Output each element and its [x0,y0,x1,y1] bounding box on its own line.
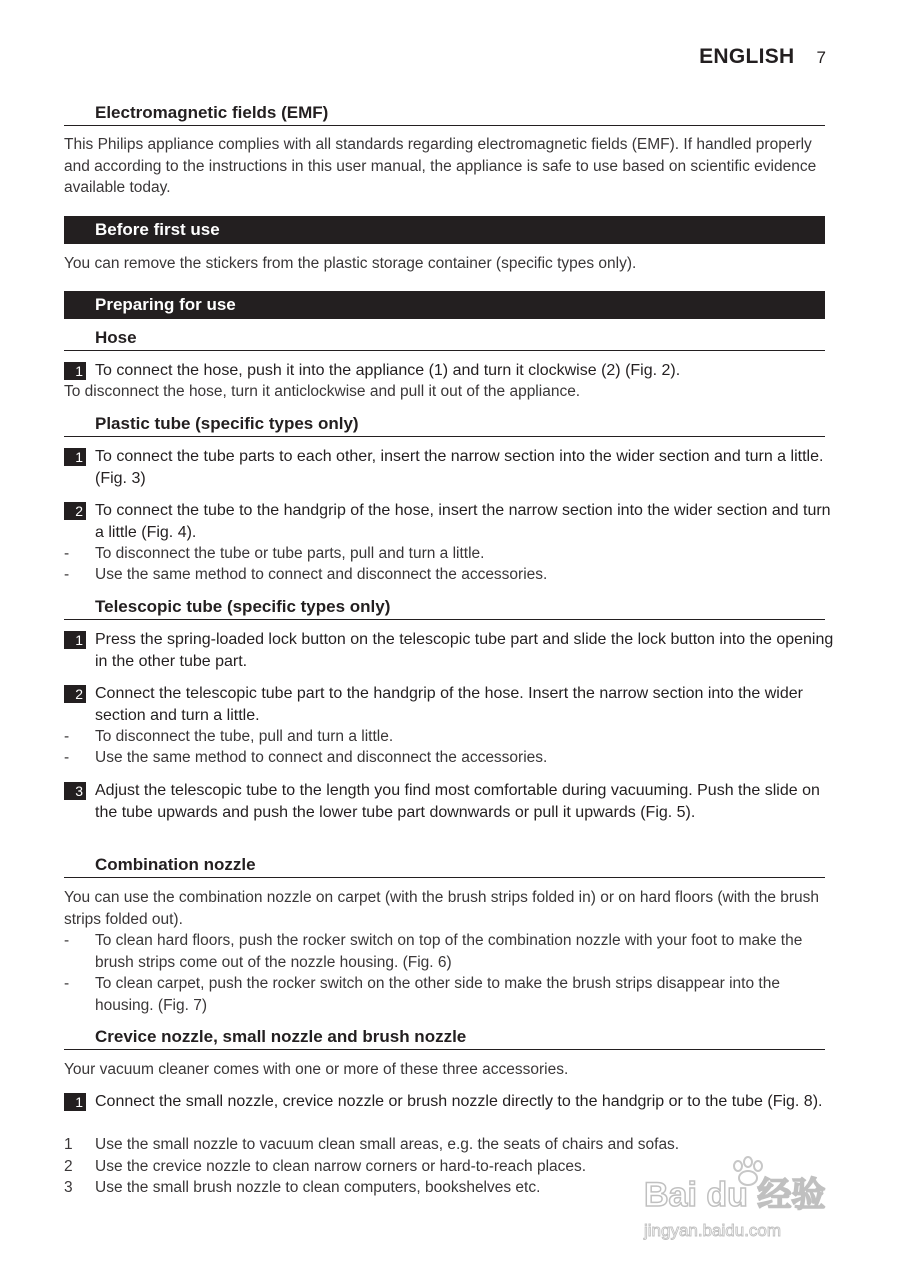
step-text: To connect the tube to the handgrip of the hose, insert the narrow section into the wider section and turn a little (Fig. 4). [95,502,831,541]
item-text: Use the crevice nozzle to clean narrow corners or hard-to-reach places. [95,1158,587,1175]
preparing-heading [64,291,825,319]
page-number: 7 [816,48,826,67]
step-text: Connect the telescopic tube part to the handgrip of the hose. Insert the narrow section into the wider section and turn a little. [95,685,803,724]
combination-nozzle-heading [64,852,825,878]
crevice-heading [64,1024,825,1050]
plastic-tube-heading [64,411,825,437]
baidu-paw-logo-icon [640,1148,855,1248]
step-number: 2 [64,685,86,703]
step-number: 2 [64,502,86,520]
step-number: 1 [64,448,86,466]
step-text: To connect the hose, push it into the appliance (1) and turn it clockwise (2) (Fig. 2). [95,362,681,379]
hose-heading [64,325,825,351]
bullet-text: To clean hard floors, push the rocker switch on top of the combination nozzle with your foot to make the brush strips come out of the nozzle housing. (Fig. 6) [95,932,803,971]
plastic-tube-heading-text: Plastic tube (specific types only) [95,414,359,433]
step-text: To connect the tube parts to each other, insert the narrow section into the wider section and turn a little. (Fig. 3) [95,448,824,487]
hose-note: To disconnect the hose, turn it anticlockwise and pull it out of the appliance. [64,383,581,400]
item-text: Use the small nozzle to vacuum clean small areas, e.g. the seats of chairs and sofas. [95,1136,680,1153]
crevice-heading-text: Crevice nozzle, small nozzle and brush nozzle [95,1027,467,1046]
bullet-mark: - [64,932,70,949]
bullet-text: Use the same method to connect and disconnect the accessories. [95,566,548,583]
preparing-heading-text: Preparing for use [95,295,236,314]
telescopic-tube-heading [64,594,825,620]
telescopic-tube-heading-text: Telescopic tube (specific types only) [95,597,391,616]
step-number: 1 [64,1093,86,1111]
item-number: 2 [64,1158,73,1175]
step-text: Adjust the telescopic tube to the length you find most comfortable during vacuuming. Push the slide on the tube upwards and push the lower tube part downwards or pull it upwards (Fig. 5). [95,782,820,821]
page-header [699,45,826,69]
step-number: 1 [64,631,86,649]
bullet-mark: - [64,545,70,562]
watermark-url: jingyan.baidu.com [644,1221,782,1240]
emf-heading-text: Electromagnetic fields (EMF) [95,103,329,122]
language-label: ENGLISH [699,45,795,68]
item-number: 1 [64,1136,73,1153]
bullet-text: To disconnect the tube or tube parts, pull and turn a little. [95,545,485,562]
emf-heading [64,100,825,126]
watermark-logo-text: Bai du 经验 [644,1176,826,1214]
step-text: Connect the small nozzle, crevice nozzle or brush nozzle directly to the handgrip or to the tube (Fig. 8). [95,1093,823,1110]
bullet-text: To clean carpet, push the rocker switch on the other side to make the brush strips disappear into the housing. (Fig. 7) [95,975,780,1014]
bullet-mark: - [64,975,70,992]
crevice-text: Your vacuum cleaner comes with one or more of these three accessories. [64,1061,569,1078]
step-text: Press the spring-loaded lock button on the telescopic tube part and slide the lock button into the opening in the other tube part. [95,631,834,670]
baidu-watermark [640,1148,855,1248]
item-number: 3 [64,1179,73,1196]
bullet-text: To disconnect the tube, pull and turn a little. [95,728,394,745]
emf-text: This Philips appliance complies with all standards regarding electromagnetic fields (EMF). If handled properly and according to the instructions in this user manual, the appliance is safe to use based on scientific evidence available today. [64,136,817,196]
step-number: 3 [64,782,86,800]
before-first-use-heading [64,216,825,244]
combination-nozzle-text: You can use the combination nozzle on carpet (with the brush strips folded in) or on hard floors (with the brush strips folded out). [64,889,820,928]
bullet-mark: - [64,749,70,766]
item-text: Use the small brush nozzle to clean computers, bookshelves etc. [95,1179,541,1196]
before-first-use-text: You can remove the stickers from the plastic storage container (specific types only). [64,255,637,272]
bullet-mark: - [64,728,70,745]
before-first-use-heading-text: Before first use [95,220,220,239]
bullet-text: Use the same method to connect and disconnect the accessories. [95,749,548,766]
step-number: 1 [64,362,86,380]
hose-heading-text: Hose [95,328,137,347]
combination-nozzle-heading-text: Combination nozzle [95,855,256,874]
bullet-mark: - [64,566,70,583]
